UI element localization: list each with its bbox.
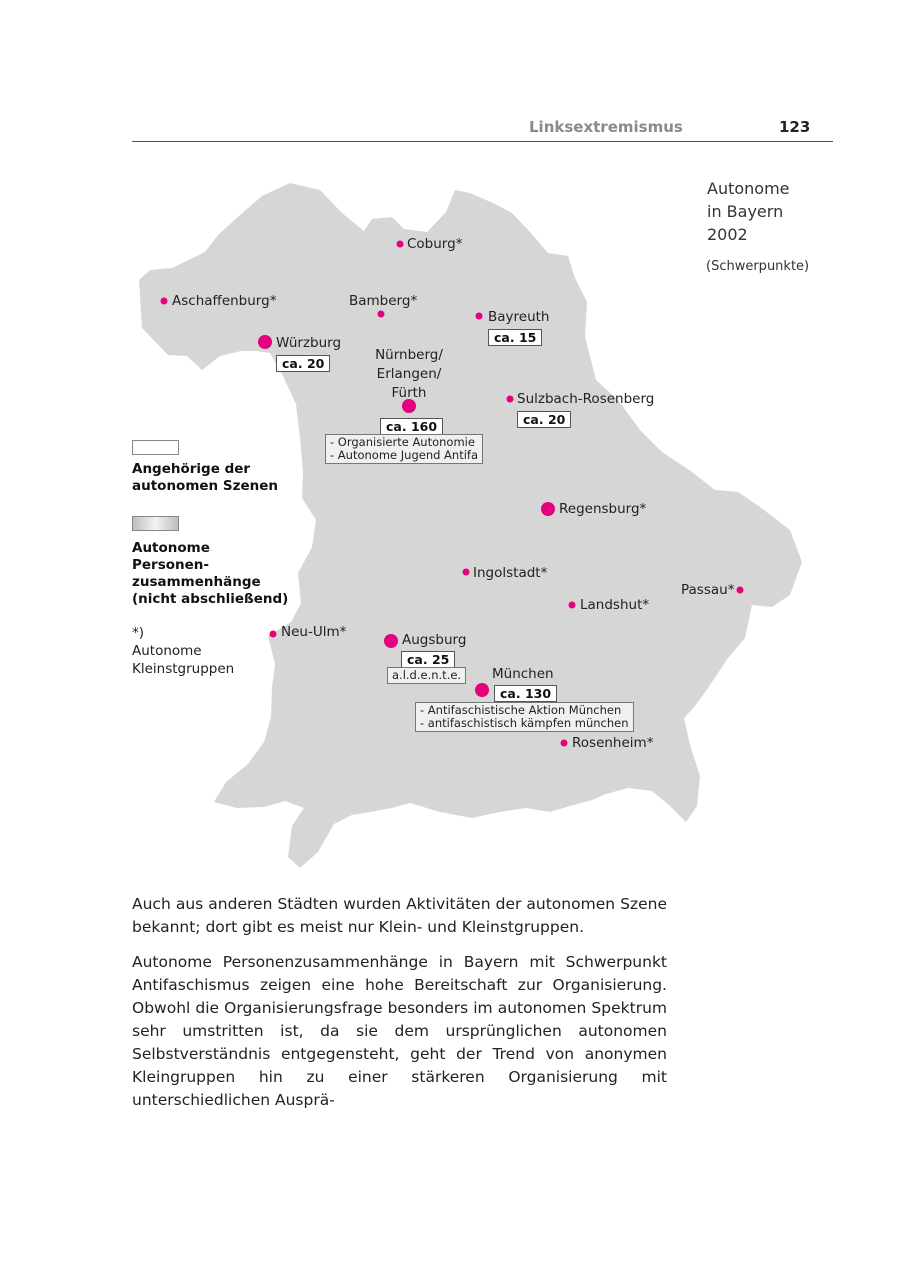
city-marker-landshut (569, 602, 576, 609)
city-label-regensburg: Regensburg* (559, 501, 647, 517)
legend-footnote-line: *) (132, 625, 145, 641)
map-title-line: 2002 (707, 225, 748, 244)
count-badge-sulzbach: ca. 20 (517, 411, 571, 428)
city-marker-regensburg (541, 502, 555, 516)
map-subtitle: (Schwerpunkte) (706, 259, 810, 274)
city-marker-coburg (397, 241, 404, 248)
legend-label-line: Autonome (132, 540, 210, 556)
count-badge-augsburg: ca. 25 (401, 651, 455, 668)
city-marker-passau (737, 587, 744, 594)
city-label-coburg: Coburg* (407, 236, 463, 252)
group-name: - antifaschistisch kämpfen münchen (420, 716, 629, 730)
city-marker-augsburg (384, 634, 398, 648)
map-title-line: Autonome (707, 179, 790, 198)
legend-label-groups (132, 540, 292, 608)
groups-box-augsburg (387, 667, 466, 684)
body-paragraph: Autonome Personenzusammenhänge in Bayern mit Schwerpunkt Antifaschismus zeigen eine hohe Bereitschaft zur Organisierung. Obwohl die Organisierungsfrage besonders im autonomen Spektrum sehr umstritten ist, da sie dem ursprünglichen autonomen Selbstverständnis entgegensteht, geht der Trend von anonymen Kleingruppen hin zu einer stärkeren Organisierung mit unterschiedlichen Ausprä- (132, 953, 667, 1109)
city-label-bayreuth: Bayreuth (488, 309, 550, 325)
city-label-bamberg: Bamberg* (349, 293, 418, 309)
legend-label-line: autonomen Szenen (132, 478, 278, 494)
city-marker-sulzbach (507, 396, 514, 403)
city-label-nuernberg (359, 346, 459, 403)
groups-box-muenchen (415, 702, 634, 732)
legend-label-line: (nicht abschließend) (132, 591, 289, 607)
legend-swatch-members (132, 440, 179, 455)
group-name: a.l.d.e.n.t.e. (392, 668, 462, 682)
city-label-passau: Passau* (681, 582, 735, 598)
page-number: 123 (779, 118, 811, 136)
section-title: Linksextremismus (529, 118, 683, 136)
city-marker-rosenheim (561, 740, 568, 747)
count-badge-bayreuth: ca. 15 (488, 329, 542, 346)
city-label-rosenheim: Rosenheim* (572, 735, 654, 751)
count-badge-nuernberg: ca. 160 (380, 418, 443, 435)
legend-label-members (132, 461, 292, 495)
city-marker-aschaffenburg (161, 298, 168, 305)
body-paragraph: Auch aus anderen Städten wurden Aktivitäten der autonomen Szene bekannt; dort gibt es meist nur Klein- und Kleinstgruppen. (132, 895, 667, 936)
legend-label-line: zusammenhänge (132, 574, 261, 590)
city-marker-wuerzburg (258, 335, 272, 349)
city-label-sulzbach: Sulzbach-Rosenberg (517, 391, 655, 407)
group-name: - Antifaschistische Aktion München (420, 703, 622, 717)
legend-label-line: Personen- (132, 557, 209, 573)
map-title (707, 177, 827, 246)
legend-footnote-line: Autonome (132, 643, 202, 659)
city-marker-bamberg (378, 311, 385, 318)
city-label-landshut: Landshut* (580, 597, 650, 613)
group-name: - Autonome Jugend Antifa (330, 448, 479, 462)
city-label-line: Erlangen/ (376, 366, 442, 382)
city-label-line: Fürth (391, 385, 427, 401)
city-label-line: Nürnberg/ (375, 347, 443, 363)
groups-box-nuernberg (325, 434, 483, 464)
city-label-ingolstadt: Ingolstadt* (473, 565, 548, 581)
count-badge-muenchen: ca. 130 (494, 685, 557, 702)
city-label-aschaffenburg: Aschaffenburg* (172, 293, 277, 309)
legend-footnote (132, 624, 234, 678)
city-marker-bayreuth (476, 313, 483, 320)
city-marker-neuulm (270, 631, 277, 638)
count-badge-wuerzburg: ca. 20 (276, 355, 330, 372)
city-marker-ingolstadt (463, 569, 470, 576)
map-title-line: in Bayern (707, 202, 784, 221)
city-label-augsburg: Augsburg (402, 632, 467, 648)
legend-label-line: Angehörige der (132, 461, 251, 477)
legend-swatch-groups (132, 516, 179, 531)
legend-footnote-line: Kleinstgruppen (132, 661, 235, 677)
city-marker-muenchen (475, 683, 489, 697)
city-label-neuulm: Neu-Ulm* (281, 624, 347, 640)
group-name: - Organisierte Autonomie (330, 435, 475, 449)
bavaria-land-shape (139, 183, 802, 868)
city-label-wuerzburg: Würzburg (276, 335, 342, 351)
city-label-muenchen: München (492, 666, 554, 682)
